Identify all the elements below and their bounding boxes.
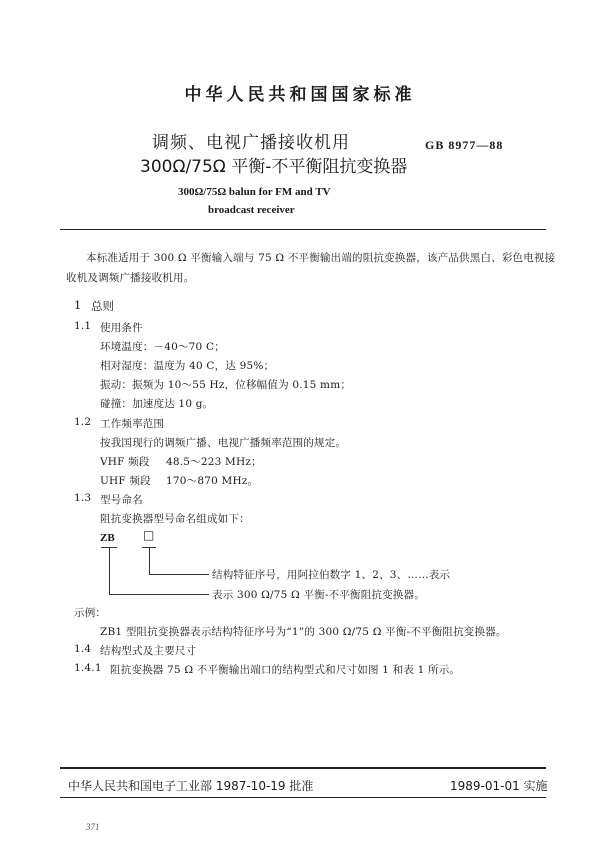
legend-structure-number: 结构特征序号，用阿拉伯数字 1、2、3、……表示 xyxy=(212,569,451,581)
title-line-1: 调频、电视广播接收机用 xyxy=(152,133,350,153)
connector-vertical-prefix xyxy=(109,548,110,594)
page-number: 371 xyxy=(86,822,100,832)
condition-item: 相对湿度：温度为 40 C，达 95%； xyxy=(100,360,275,372)
connector-horizontal-2 xyxy=(109,594,209,595)
footer-divider-bottom xyxy=(60,797,546,798)
section-1-1-title: 使用条件 xyxy=(100,322,143,334)
english-title-line-1: 300Ω/75Ω balun for FM and TV xyxy=(178,186,331,198)
section-1-2-title: 工作频率范围 xyxy=(100,418,165,430)
approval-statement: 中华人民共和国电子工业部 1987-10-19 批准 xyxy=(68,779,314,793)
connector-horizontal-1 xyxy=(149,574,209,575)
section-1-2-number: 1.2 xyxy=(74,416,92,428)
naming-desc: 阻抗变换器型号命名组成如下： xyxy=(100,513,250,525)
frequency-desc: 按我国现行的调频广播、电视广播频率范围的规定。 xyxy=(100,437,347,449)
section-1-title: 总则 xyxy=(91,299,114,313)
uhf-value: 170～870 MHz。 xyxy=(166,475,259,487)
condition-item: 振动：振频为 10～55 Hz，位移幅值为 0.15 mm； xyxy=(100,379,352,391)
model-prefix: ZB xyxy=(100,532,115,544)
org-title: 中华人民共和国国家标准 xyxy=(184,85,416,105)
section-1-4-1-number: 1.4.1 xyxy=(74,662,102,674)
title-line-2: 300Ω/75Ω 平衡-不平衡阻抗变换器 xyxy=(140,157,408,177)
vhf-value: 48.5～223 MHz； xyxy=(166,456,262,468)
uhf-label: UHF 频段 xyxy=(100,475,151,487)
intro-line-2: 收机及调频广播接收机用。 xyxy=(66,272,195,284)
example-label: 示例： xyxy=(74,607,107,619)
footer-divider-top xyxy=(60,767,546,769)
section-1-3-number: 1.3 xyxy=(74,492,92,504)
intro-line-1: 本标准适用于 300 Ω 平衡输入端与 75 Ω 不平衡输出端的阻抗变换器，该产品供黑白、彩色电视接 xyxy=(86,252,556,264)
section-1-4-number: 1.4 xyxy=(74,643,92,655)
example-text: ZB1 型阻抗变换器表示结构特征序号为“1”的 300 Ω/75 Ω 平衡-不平衡阻抗变换器。 xyxy=(100,626,507,638)
condition-item: 环境温度：－40～70 C； xyxy=(100,341,225,353)
vhf-label: VHF 频段 xyxy=(100,456,150,468)
condition-item: 碰撞：加速度达 10 g。 xyxy=(100,398,214,410)
header-divider xyxy=(60,229,546,230)
implementation-date: 1989-01-01 实施 xyxy=(450,779,548,793)
section-1-1-number: 1.1 xyxy=(74,320,92,332)
section-1-4-title: 结构型式及主要尺寸 xyxy=(100,645,197,657)
connector-vertical-box xyxy=(149,548,150,574)
section-1-3-title: 型号命名 xyxy=(100,494,143,506)
legend-balun-type: 表示 300 Ω/75 Ω 平衡-不平衡阻抗变换器。 xyxy=(212,589,425,601)
english-title-line-2: broadcast receiver xyxy=(208,204,295,216)
section-1-number: 1 xyxy=(74,298,82,312)
section-1-4-1-text: 阻抗变换器 75 Ω 不平衡输出端口的结构型式和尺寸如图 1 和表 1 所示。 xyxy=(110,664,461,676)
standard-code: GB 8977—88 xyxy=(425,138,504,152)
model-box-symbol: □ xyxy=(143,528,155,542)
